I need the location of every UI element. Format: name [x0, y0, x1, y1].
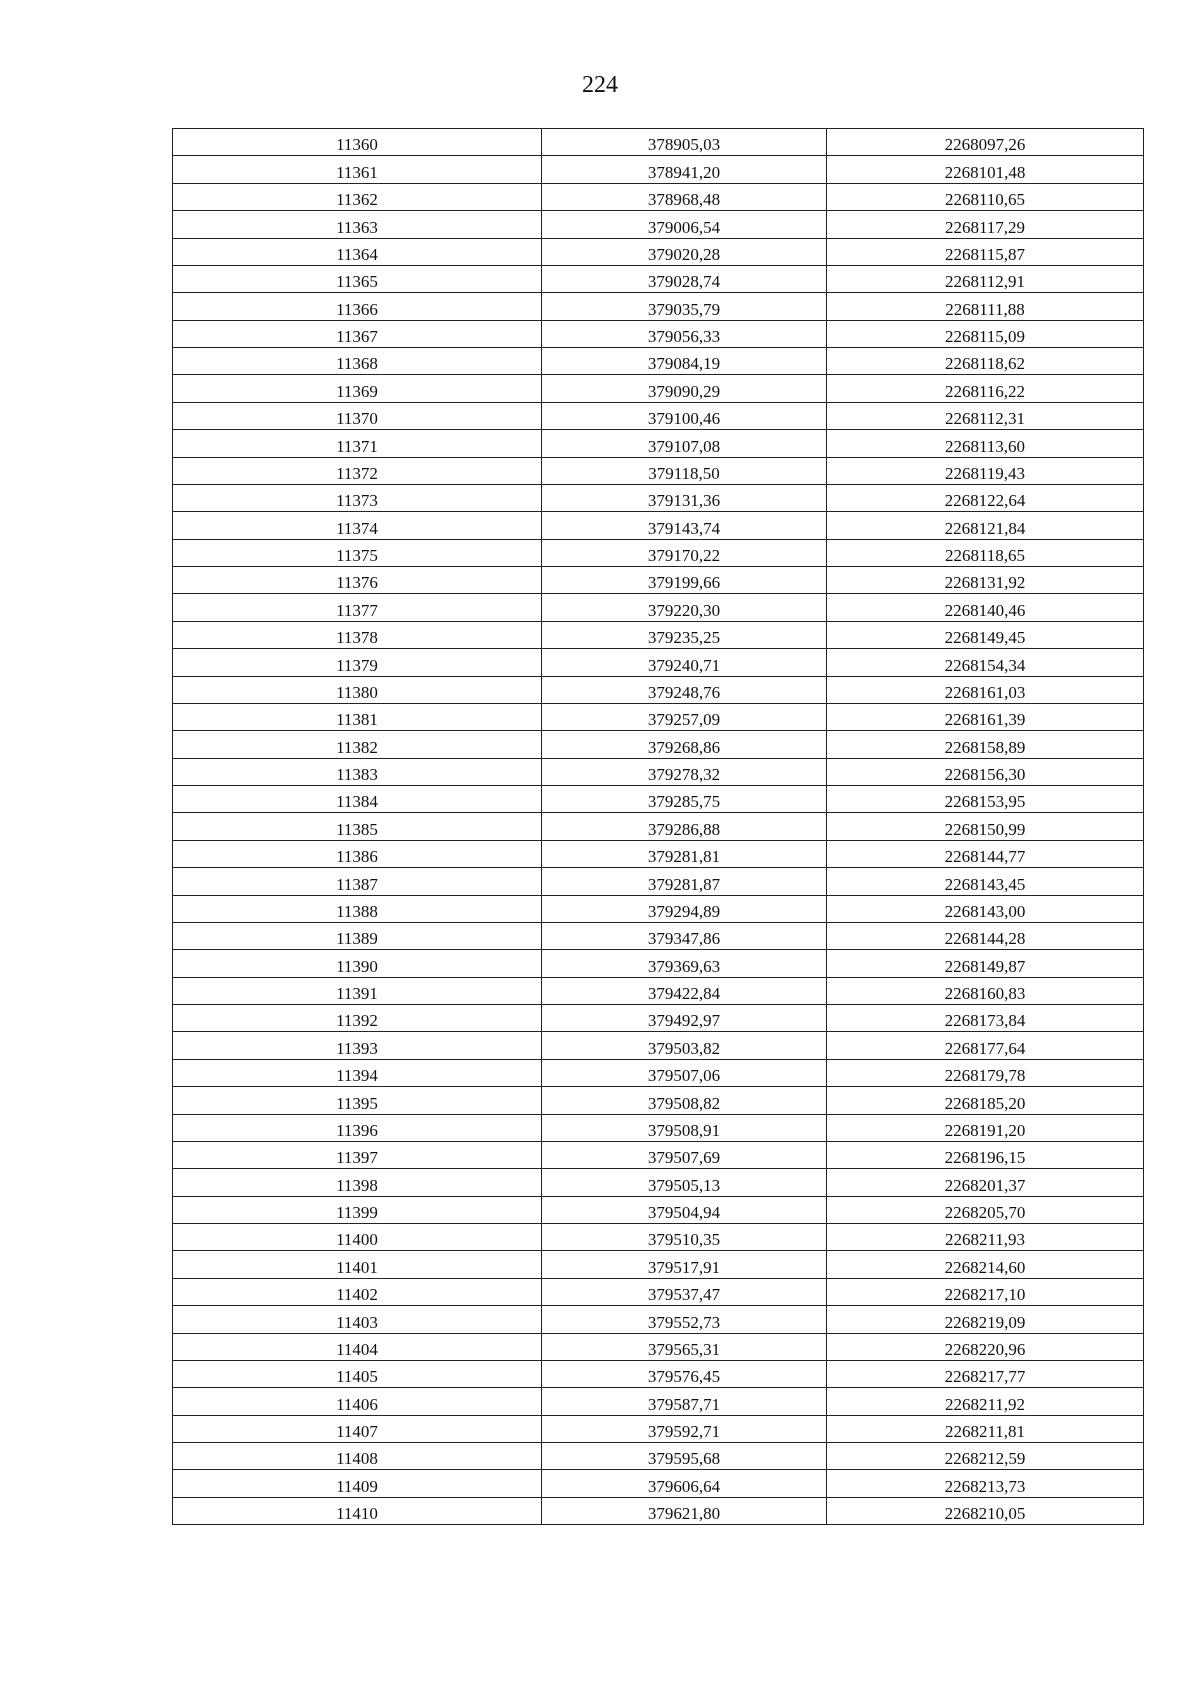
x-coordinate-cell: 379510,35	[542, 1224, 827, 1251]
x-coordinate-cell: 379285,75	[542, 786, 827, 813]
table-row	[173, 1141, 1144, 1168]
x-coordinate-cell: 379592,71	[542, 1415, 827, 1442]
x-coordinate-cell: 379020,28	[542, 238, 827, 265]
y-coordinate-cell: 2268144,77	[827, 840, 1144, 867]
y-coordinate-cell: 2268219,09	[827, 1306, 1144, 1333]
y-coordinate-cell: 2268212,59	[827, 1443, 1144, 1470]
x-coordinate-cell: 378941,20	[542, 156, 827, 183]
point-number-cell: 11407	[173, 1415, 542, 1442]
y-coordinate-cell: 2268111,88	[827, 293, 1144, 320]
x-coordinate-cell: 379508,82	[542, 1087, 827, 1114]
y-coordinate-cell: 2268217,10	[827, 1278, 1144, 1305]
y-coordinate-cell: 2268116,22	[827, 375, 1144, 402]
point-number-cell: 11369	[173, 375, 542, 402]
x-coordinate-cell: 379552,73	[542, 1306, 827, 1333]
x-coordinate-cell: 379170,22	[542, 539, 827, 566]
y-coordinate-cell: 2268213,73	[827, 1470, 1144, 1497]
y-coordinate-cell: 2268143,45	[827, 868, 1144, 895]
point-number-cell: 11381	[173, 703, 542, 730]
table-row	[173, 1169, 1144, 1196]
y-coordinate-cell: 2268101,48	[827, 156, 1144, 183]
table-row	[173, 1333, 1144, 1360]
table-row	[173, 1497, 1144, 1524]
table-row	[173, 320, 1144, 347]
table-row	[173, 1388, 1144, 1415]
table-row	[173, 1196, 1144, 1223]
table-row	[173, 1306, 1144, 1333]
y-coordinate-cell: 2268144,28	[827, 922, 1144, 949]
x-coordinate-cell: 379281,81	[542, 840, 827, 867]
x-coordinate-cell: 379503,82	[542, 1032, 827, 1059]
x-coordinate-cell: 379508,91	[542, 1114, 827, 1141]
page-number: 224	[582, 72, 618, 98]
point-number-cell: 11396	[173, 1114, 542, 1141]
x-coordinate-cell: 379294,89	[542, 895, 827, 922]
x-coordinate-cell: 378905,03	[542, 129, 827, 156]
table-row	[173, 594, 1144, 621]
y-coordinate-cell: 2268122,64	[827, 484, 1144, 511]
coordinates-table	[172, 128, 1144, 1525]
x-coordinate-cell: 379118,50	[542, 457, 827, 484]
point-number-cell: 11374	[173, 512, 542, 539]
table-row	[173, 512, 1144, 539]
table-row	[173, 1114, 1144, 1141]
x-coordinate-cell: 379537,47	[542, 1278, 827, 1305]
table-row	[173, 348, 1144, 375]
y-coordinate-cell: 2268158,89	[827, 731, 1144, 758]
table-row	[173, 402, 1144, 429]
table-row	[173, 238, 1144, 265]
table-row	[173, 183, 1144, 210]
table-row	[173, 1224, 1144, 1251]
y-coordinate-cell: 2268131,92	[827, 567, 1144, 594]
point-number-cell: 11370	[173, 402, 542, 429]
point-number-cell: 11406	[173, 1388, 542, 1415]
x-coordinate-cell: 379286,88	[542, 813, 827, 840]
y-coordinate-cell: 2268211,81	[827, 1415, 1144, 1442]
x-coordinate-cell: 379268,86	[542, 731, 827, 758]
point-number-cell: 11367	[173, 320, 542, 347]
y-coordinate-cell: 2268214,60	[827, 1251, 1144, 1278]
x-coordinate-cell: 379248,76	[542, 676, 827, 703]
x-coordinate-cell: 379565,31	[542, 1333, 827, 1360]
table-row	[173, 922, 1144, 949]
point-number-cell: 11362	[173, 183, 542, 210]
point-number-cell: 11394	[173, 1059, 542, 1086]
y-coordinate-cell: 2268110,65	[827, 183, 1144, 210]
x-coordinate-cell: 379199,66	[542, 567, 827, 594]
y-coordinate-cell: 2268154,34	[827, 649, 1144, 676]
table-row	[173, 977, 1144, 1004]
x-coordinate-cell: 379240,71	[542, 649, 827, 676]
y-coordinate-cell: 2268113,60	[827, 430, 1144, 457]
point-number-cell: 11386	[173, 840, 542, 867]
table-row	[173, 758, 1144, 785]
y-coordinate-cell: 2268112,31	[827, 402, 1144, 429]
point-number-cell: 11364	[173, 238, 542, 265]
y-coordinate-cell: 2268211,93	[827, 1224, 1144, 1251]
y-coordinate-cell: 2268097,26	[827, 129, 1144, 156]
x-coordinate-cell: 379257,09	[542, 703, 827, 730]
y-coordinate-cell: 2268177,64	[827, 1032, 1144, 1059]
point-number-cell: 11404	[173, 1333, 542, 1360]
point-number-cell: 11365	[173, 265, 542, 292]
point-number-cell: 11377	[173, 594, 542, 621]
point-number-cell: 11363	[173, 211, 542, 238]
x-coordinate-cell: 378968,48	[542, 183, 827, 210]
point-number-cell: 11380	[173, 676, 542, 703]
y-coordinate-cell: 2268150,99	[827, 813, 1144, 840]
table-row	[173, 457, 1144, 484]
y-coordinate-cell: 2268161,39	[827, 703, 1144, 730]
x-coordinate-cell: 379504,94	[542, 1196, 827, 1223]
table-row	[173, 1032, 1144, 1059]
point-number-cell: 11375	[173, 539, 542, 566]
x-coordinate-cell: 379606,64	[542, 1470, 827, 1497]
x-coordinate-cell: 379107,08	[542, 430, 827, 457]
table-row	[173, 676, 1144, 703]
y-coordinate-cell: 2268160,83	[827, 977, 1144, 1004]
y-coordinate-cell: 2268119,43	[827, 457, 1144, 484]
table-row	[173, 1360, 1144, 1387]
table-row	[173, 813, 1144, 840]
y-coordinate-cell: 2268210,05	[827, 1497, 1144, 1524]
y-coordinate-cell: 2268121,84	[827, 512, 1144, 539]
point-number-cell: 11384	[173, 786, 542, 813]
x-coordinate-cell: 379028,74	[542, 265, 827, 292]
table-row	[173, 484, 1144, 511]
y-coordinate-cell: 2268211,92	[827, 1388, 1144, 1415]
x-coordinate-cell: 379621,80	[542, 1497, 827, 1524]
table-row	[173, 211, 1144, 238]
table-row	[173, 621, 1144, 648]
x-coordinate-cell: 379056,33	[542, 320, 827, 347]
point-number-cell: 11371	[173, 430, 542, 457]
table-row	[173, 1470, 1144, 1497]
table-row	[173, 786, 1144, 813]
table-row	[173, 731, 1144, 758]
point-number-cell: 11395	[173, 1087, 542, 1114]
table-row	[173, 868, 1144, 895]
y-coordinate-cell: 2268143,00	[827, 895, 1144, 922]
x-coordinate-cell: 379587,71	[542, 1388, 827, 1415]
point-number-cell: 11376	[173, 567, 542, 594]
point-number-cell: 11403	[173, 1306, 542, 1333]
x-coordinate-cell: 379507,06	[542, 1059, 827, 1086]
point-number-cell: 11399	[173, 1196, 542, 1223]
point-number-cell: 11401	[173, 1251, 542, 1278]
point-number-cell: 11378	[173, 621, 542, 648]
y-coordinate-cell: 2268149,87	[827, 950, 1144, 977]
y-coordinate-cell: 2268220,96	[827, 1333, 1144, 1360]
table-row	[173, 1443, 1144, 1470]
table-row	[173, 1005, 1144, 1032]
x-coordinate-cell: 379006,54	[542, 211, 827, 238]
x-coordinate-cell: 379035,79	[542, 293, 827, 320]
point-number-cell: 11361	[173, 156, 542, 183]
table-row	[173, 1059, 1144, 1086]
point-number-cell: 11405	[173, 1360, 542, 1387]
y-coordinate-cell: 2268205,70	[827, 1196, 1144, 1223]
table-row	[173, 156, 1144, 183]
table-row	[173, 649, 1144, 676]
table-row	[173, 840, 1144, 867]
x-coordinate-cell: 379090,29	[542, 375, 827, 402]
table-row	[173, 1415, 1144, 1442]
point-number-cell: 11385	[173, 813, 542, 840]
x-coordinate-cell: 379507,69	[542, 1141, 827, 1168]
x-coordinate-cell: 379347,86	[542, 922, 827, 949]
table-row	[173, 375, 1144, 402]
point-number-cell: 11397	[173, 1141, 542, 1168]
point-number-cell: 11392	[173, 1005, 542, 1032]
y-coordinate-cell: 2268179,78	[827, 1059, 1144, 1086]
x-coordinate-cell: 379517,91	[542, 1251, 827, 1278]
point-number-cell: 11379	[173, 649, 542, 676]
x-coordinate-cell: 379084,19	[542, 348, 827, 375]
table-row	[173, 703, 1144, 730]
x-coordinate-cell: 379422,84	[542, 977, 827, 1004]
x-coordinate-cell: 379131,36	[542, 484, 827, 511]
table-row	[173, 895, 1144, 922]
point-number-cell: 11390	[173, 950, 542, 977]
point-number-cell: 11388	[173, 895, 542, 922]
y-coordinate-cell: 2268115,87	[827, 238, 1144, 265]
point-number-cell: 11408	[173, 1443, 542, 1470]
x-coordinate-cell: 379235,25	[542, 621, 827, 648]
point-number-cell: 11366	[173, 293, 542, 320]
point-number-cell: 11391	[173, 977, 542, 1004]
y-coordinate-cell: 2268117,29	[827, 211, 1144, 238]
point-number-cell: 11393	[173, 1032, 542, 1059]
y-coordinate-cell: 2268191,20	[827, 1114, 1144, 1141]
y-coordinate-cell: 2268161,03	[827, 676, 1144, 703]
point-number-cell: 11373	[173, 484, 542, 511]
x-coordinate-cell: 379278,32	[542, 758, 827, 785]
table-row	[173, 567, 1144, 594]
table-row	[173, 539, 1144, 566]
table-row	[173, 430, 1144, 457]
y-coordinate-cell: 2268185,20	[827, 1087, 1144, 1114]
y-coordinate-cell: 2268153,95	[827, 786, 1144, 813]
y-coordinate-cell: 2268112,91	[827, 265, 1144, 292]
table-row	[173, 293, 1144, 320]
table-row	[173, 265, 1144, 292]
y-coordinate-cell: 2268217,77	[827, 1360, 1144, 1387]
x-coordinate-cell: 379505,13	[542, 1169, 827, 1196]
point-number-cell: 11389	[173, 922, 542, 949]
point-number-cell: 11372	[173, 457, 542, 484]
y-coordinate-cell: 2268140,46	[827, 594, 1144, 621]
point-number-cell: 11410	[173, 1497, 542, 1524]
point-number-cell: 11402	[173, 1278, 542, 1305]
point-number-cell: 11398	[173, 1169, 542, 1196]
x-coordinate-cell: 379595,68	[542, 1443, 827, 1470]
table-row	[173, 1278, 1144, 1305]
table-row	[173, 950, 1144, 977]
y-coordinate-cell: 2268201,37	[827, 1169, 1144, 1196]
table-row	[173, 1251, 1144, 1278]
x-coordinate-cell: 379281,87	[542, 868, 827, 895]
x-coordinate-cell: 379143,74	[542, 512, 827, 539]
x-coordinate-cell: 379492,97	[542, 1005, 827, 1032]
y-coordinate-cell: 2268118,65	[827, 539, 1144, 566]
y-coordinate-cell: 2268118,62	[827, 348, 1144, 375]
point-number-cell: 11400	[173, 1224, 542, 1251]
x-coordinate-cell: 379576,45	[542, 1360, 827, 1387]
x-coordinate-cell: 379220,30	[542, 594, 827, 621]
point-number-cell: 11387	[173, 868, 542, 895]
point-number-cell: 11383	[173, 758, 542, 785]
y-coordinate-cell: 2268149,45	[827, 621, 1144, 648]
table-row	[173, 129, 1144, 156]
table-row	[173, 1087, 1144, 1114]
point-number-cell: 11382	[173, 731, 542, 758]
x-coordinate-cell: 379100,46	[542, 402, 827, 429]
coordinates-table-body	[173, 129, 1144, 1525]
point-number-cell: 11360	[173, 129, 542, 156]
point-number-cell: 11368	[173, 348, 542, 375]
point-number-cell: 11409	[173, 1470, 542, 1497]
x-coordinate-cell: 379369,63	[542, 950, 827, 977]
y-coordinate-cell: 2268173,84	[827, 1005, 1144, 1032]
y-coordinate-cell: 2268115,09	[827, 320, 1144, 347]
y-coordinate-cell: 2268196,15	[827, 1141, 1144, 1168]
y-coordinate-cell: 2268156,30	[827, 758, 1144, 785]
